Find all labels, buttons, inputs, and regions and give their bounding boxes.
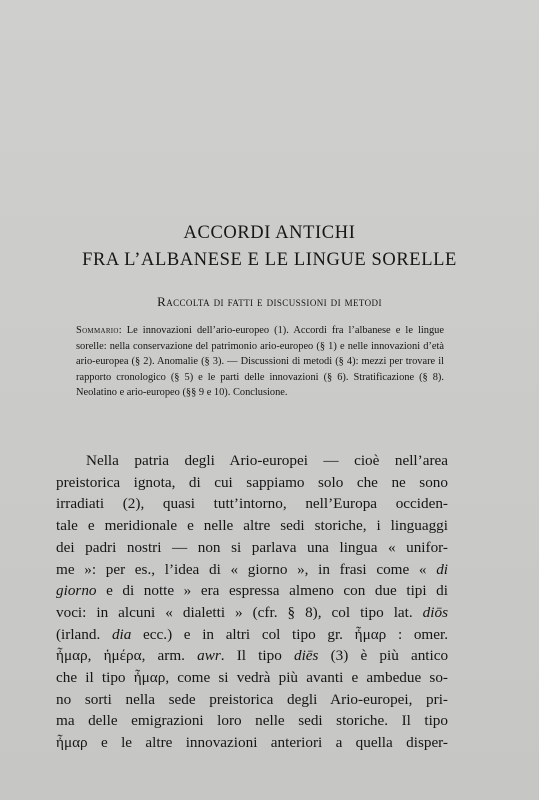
body-line-11: che il tipo ἦμαρ, come si vedrà più avanti e ambedue so- (56, 669, 448, 687)
body-paragraph (56, 450, 448, 754)
body-line-10-f: (3) è più antico (330, 647, 449, 665)
body-line-9-a: (irland. (56, 625, 101, 643)
body-line-8-text: voci: in alcuni « dialetti » (cfr. § 8), col tipo lat. (56, 603, 413, 621)
summary-text: : Le innovazioni dell’ario-europeo (1). Accordi fra l’albanese e le lingue sorelle: nella conservazione del patrimonio ario-europeo (§ 1) e nelle innovazioni d’età ario-europea (§ 2). Anomalie (§ 3). — Discussioni di metodi (§ 4): mezzi per trovare il rapporto cronologico (§ 5) e le parti delle innovazioni (§ 6). Stratificazione (§ 8). Neolatino e ario-europeo (§§ 9 e 10). Conclusione. (76, 325, 444, 398)
body-line-10-d: . Il tipo (220, 647, 282, 665)
body-line-10-b: arm. (157, 647, 185, 665)
italic-dios: diōs (422, 603, 448, 621)
italic-giorno: giorno (56, 582, 97, 600)
body-line-14: ἦμαρ e le altre innovazioni anteriori a quella disper- (56, 734, 448, 752)
chapter-title-line-1: ACCORDI ANTICHI (183, 223, 356, 243)
body-line-7 (56, 580, 448, 602)
body-line-10 (56, 645, 448, 667)
body-line-9-c: ecc.) e in altri col tipo gr. (143, 625, 343, 643)
body-line-12: no sorti nella sede preistorica degli Ario-europei, pri- (56, 690, 448, 708)
italic-dies: diēs (293, 647, 319, 665)
body-line-8 (56, 602, 448, 624)
italic-di: di (436, 560, 449, 578)
body-line-9 (56, 624, 448, 646)
body-line-5: dei padri nostri — non si parlava una lingua « unifor- (56, 538, 448, 556)
greek-hemar: ἦμαρ (354, 625, 387, 643)
italic-dia: dia (111, 625, 132, 643)
body-line-1: Nella patria degli Ario-europei — cioè nell’area (86, 452, 448, 469)
body-line-9-e: : omer. (397, 625, 448, 643)
chapter-summary (76, 323, 444, 401)
body-line-7-text: e di notte » era espressa almeno con due tipi di (106, 582, 448, 600)
body-line-2: preistorica ignota, di cui sappiamo solo che ne sono (56, 473, 448, 491)
body-line-13: ma delle emigrazioni loro nelle sedi storiche. Il tipo (56, 712, 448, 730)
body-line-4: tale e meridionale e nelle altre sedi storiche, i linguaggi (56, 517, 448, 535)
chapter-title-line-2: FRA L’ALBANESE E LE LINGUE SORELLE (82, 250, 457, 270)
body-line-6 (56, 559, 448, 581)
summary-label: Sommario (76, 325, 119, 336)
italic-awr: awr (197, 647, 221, 665)
chapter-subtitle: Raccolta di fatti e discussioni di metodi (157, 294, 382, 309)
body-line-3: irradiati (2), quasi tutt’intorno, nell’Europa occiden- (56, 495, 448, 513)
body-line-6-text: me »: per es., l’idea di « giorno », in frasi come « (56, 560, 427, 578)
greek-hemar-hemera: ἦμαρ, ἡμέρα, (56, 647, 146, 665)
